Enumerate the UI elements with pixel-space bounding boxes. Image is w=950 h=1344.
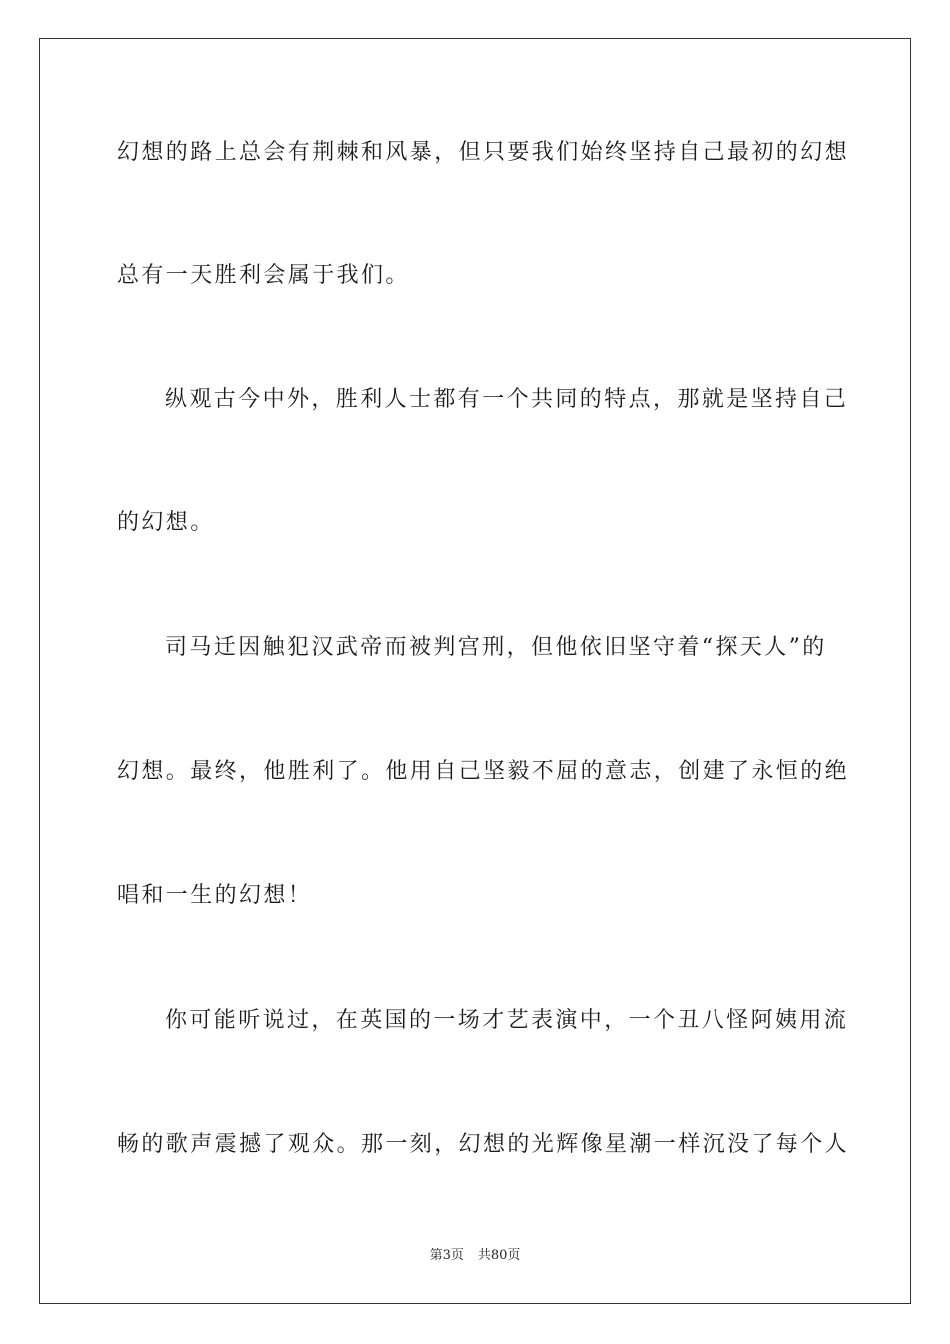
text-line-7: 唱和一生的幻想！ (117, 883, 313, 908)
text-line-5: 司马迁因触犯汉武帝而被判宫刑，但他依旧坚守着“探天人”的 (165, 635, 827, 660)
page-total: 共80页 (477, 1248, 521, 1263)
text-line-3: 纵观古今中外，胜利人士都有一个共同的特点，那就是坚持自己 (165, 387, 849, 412)
text-line-2: 总有一天胜利会属于我们。 (117, 263, 410, 288)
page-border (39, 38, 911, 1304)
text-line-1: 幻想的路上总会有荆棘和风暴，但只要我们始终坚持自己最初的幻想 (117, 140, 850, 165)
page-number: 第3页 (429, 1248, 464, 1263)
text-line-8: 你可能听说过，在英国的一场才艺表演中，一个丑八怪阿姨用流 (165, 1008, 849, 1033)
text-line-6: 幻想。最终，他胜利了。他用自己坚毅不屈的意志，创建了永恒的绝 (117, 759, 850, 784)
text-line-4: 的幻想。 (117, 510, 215, 535)
text-line-9: 畅的歌声震撼了观众。那一刻，幻想的光辉像星潮一样沉没了每个人 (117, 1132, 850, 1157)
page-footer (0, 1248, 950, 1264)
